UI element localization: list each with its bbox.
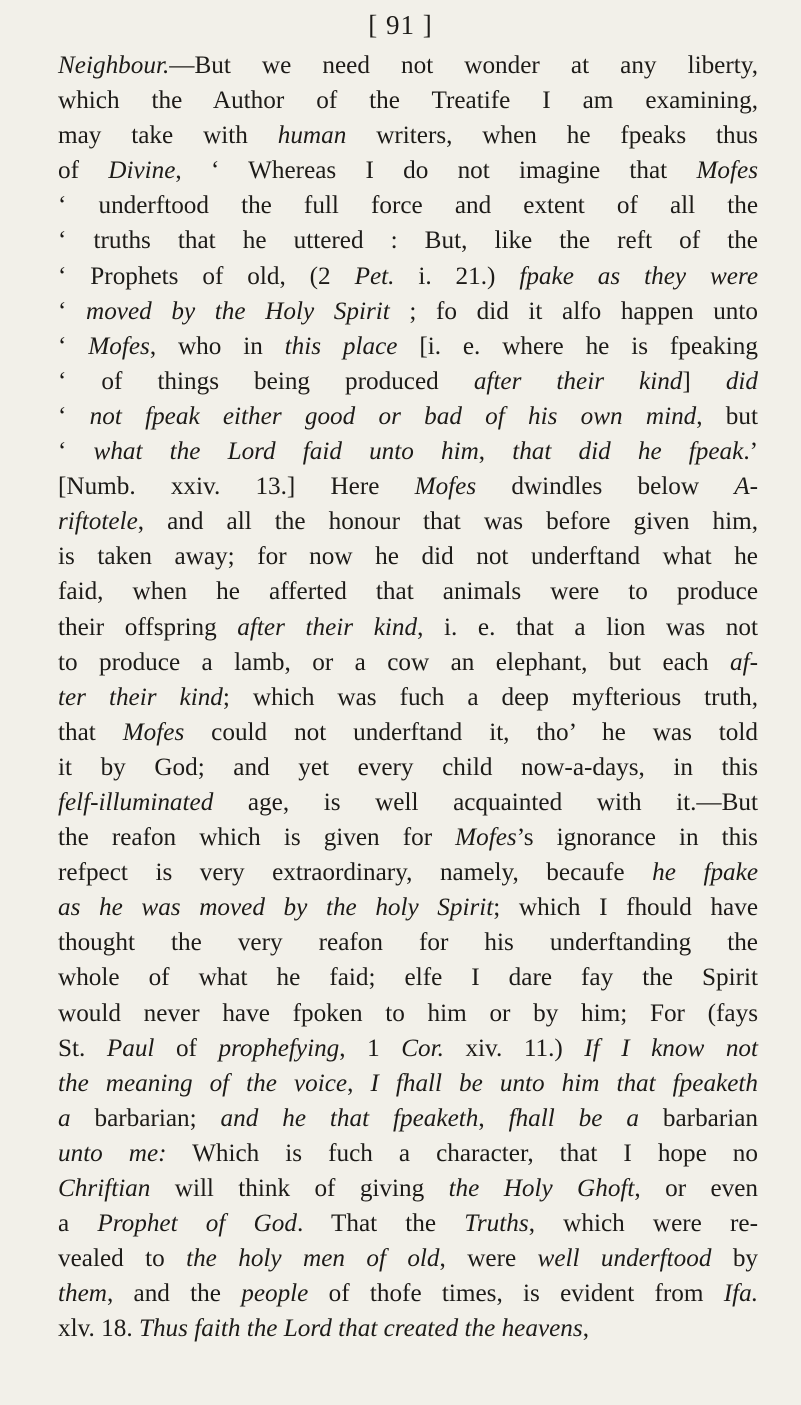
body-text <box>58 48 758 1346</box>
text-line: faid, when he afferted that animals were to produce <box>58 578 758 606</box>
text-line: Neighbour.—But we need not wonder at any liberty, <box>58 52 758 79</box>
text-line: the reafon which is given for Mofes’s ignorance in this <box>58 824 758 852</box>
text-line: it by God; and yet every child now-a-days, in this <box>58 753 758 781</box>
text-line: ‘ Mofes, who in this place [i. e. where he is fpeaking <box>58 332 758 360</box>
text-line: ‘ truths that he uttered : But, like the reft of the <box>58 227 758 255</box>
text-line: is taken away; for now he did not underftand what he <box>58 543 758 571</box>
text-line: St. Paul of prophefying, 1 Cor. xiv. 11.) If I know not <box>58 1034 759 1062</box>
text-line: which the Author of the Treatife I am examining, <box>58 87 758 115</box>
text-line: riftotele, and all the honour that was before given him, <box>58 508 758 536</box>
text-line: xlv. 18. Thus faith the Lord that created the heavens, <box>58 1315 589 1343</box>
text-line: a Prophet of God. That the Truths, which were re- <box>58 1210 758 1238</box>
text-line: ‘ moved by the Holy Spirit ; fo did it alfo happen unto <box>58 297 758 325</box>
text-line: Chriftian will think of giving the Holy Ghoft, or even <box>58 1175 758 1202</box>
text-line: them, and the people of thofe times, is evident from Ifa. <box>58 1280 759 1308</box>
text-line: of Divine, ‘ Whereas I do not imagine that Mofes <box>58 157 758 185</box>
page-number-header: [ 91 ] <box>368 10 433 40</box>
text-line: vealed to the holy men of old, were well underftood by <box>58 1245 759 1273</box>
text-line: ‘ what the Lord faid unto him, that did he fpeak.’ <box>58 438 759 466</box>
text-line: as he was moved by the holy Spirit; which I fhould have <box>58 894 758 922</box>
text-line: ‘ underftood the full force and extent of all the <box>58 192 758 220</box>
text-line: whole of what he faid; elfe I dare fay the Spirit <box>58 964 758 992</box>
text-line: ‘ Prophets of old, (2 Pet. i. 21.) fpake as they were <box>58 262 758 290</box>
text-line: that Mofes could not underftand it, tho’ he was told <box>58 718 758 746</box>
text-line: would never have fpoken to him or by him; For (fays <box>58 999 758 1027</box>
text-line: refpect is very extraordinary, namely, becaufe he fpake <box>58 859 759 887</box>
text-line: may take with human writers, when he fpeaks thus <box>58 122 758 150</box>
text-line: thought the very reafon for his underftanding the <box>58 929 758 957</box>
text-line: ‘ of things being produced after their kind] did <box>58 367 759 395</box>
text-line: to produce a lamb, or a cow an elephant, but each af- <box>58 648 758 676</box>
text-line: ‘ not fpeak either good or bad of his own mind, but <box>58 402 758 430</box>
text-line: felf-illuminated age, is well acquainted with it.—But <box>58 788 758 816</box>
text-line: a barbarian; and he that fpeaketh, fhall be a barbarian <box>58 1104 758 1132</box>
text-line: their offspring after their kind, i. e. that a lion was not <box>58 613 758 641</box>
text-line: the meaning of the voice, I fhall be unto him that fpeaketh <box>58 1069 758 1097</box>
text-line: ter their kind; which was fuch a deep myfterious truth, <box>58 683 758 711</box>
text-line: [Numb. xxiv. 13.] Here Mofes dwindles below A- <box>58 473 758 501</box>
text-line: unto me: Which is fuch a character, that I hope no <box>58 1139 758 1167</box>
